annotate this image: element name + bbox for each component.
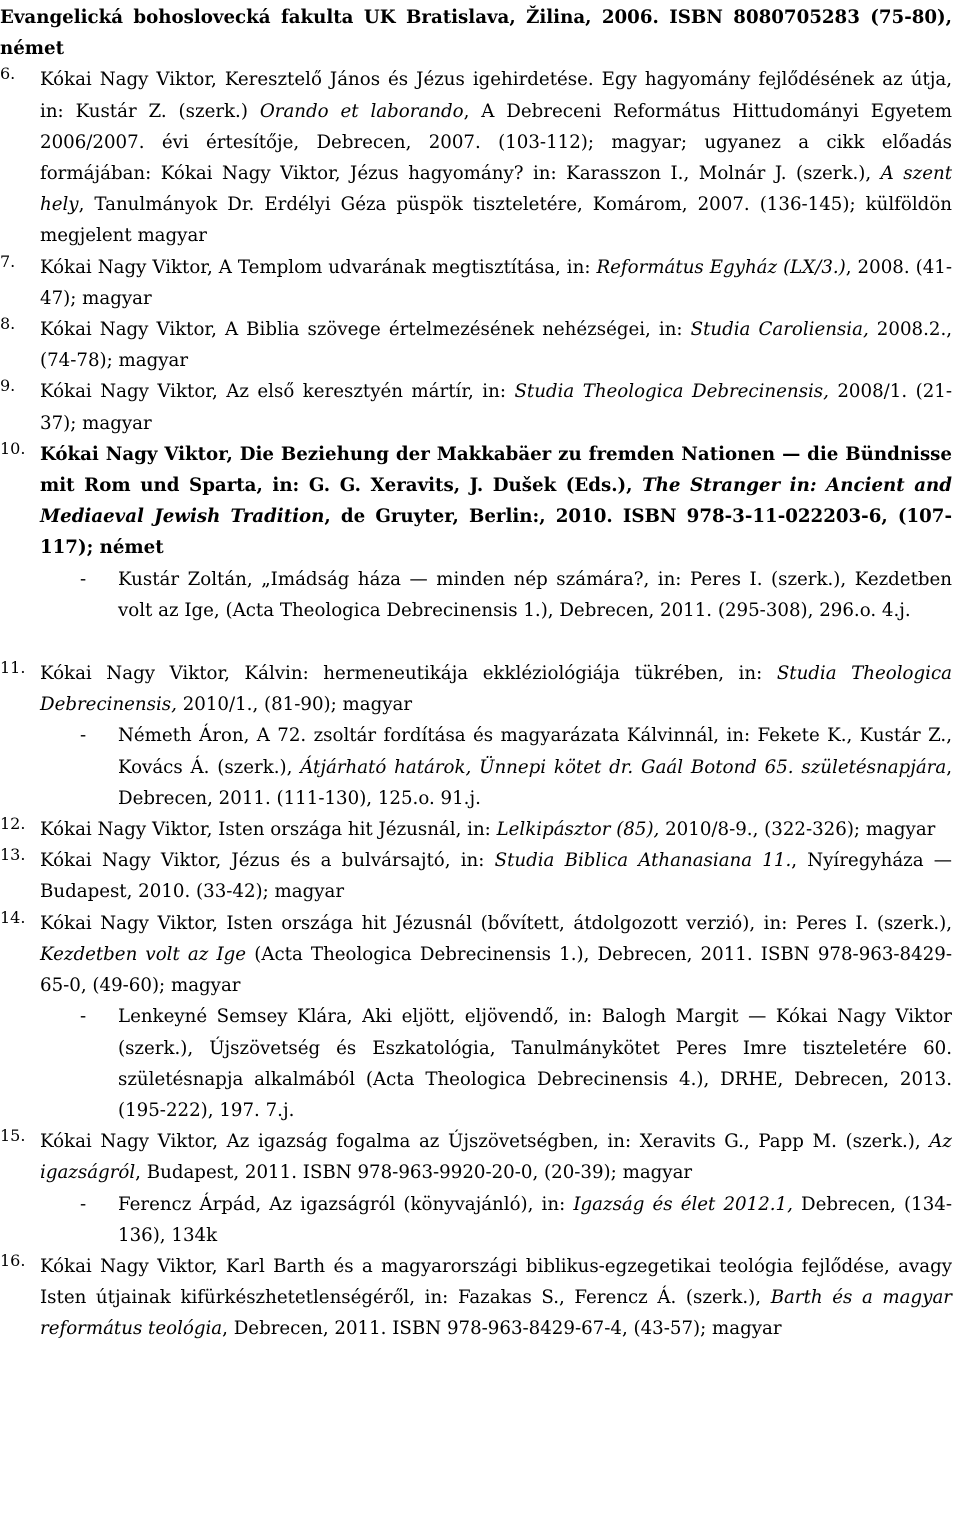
entry-text: (Acta Theologica Debrecinensis 1.), Debrecen, 2011. ISBN 978-963-8429-65-0, (49-60); magyar [40,943,952,997]
citation-dash: - [80,568,87,590]
entry-text: Kókai Nagy Viktor, Az első keresztyén mártír, in: [40,381,515,403]
entry-text: Kókai Nagy Viktor, Kálvin: hermeneutikája ekkléziológiája tükrében, in: [40,663,777,685]
entry-title: Studia Theologica Debrecinensis, [40,663,952,716]
entry-title: Studia Biblica Athanasiana 11. [494,850,792,872]
entry-number: 14. [0,907,26,927]
entry-number: 7. [0,251,16,271]
list-item [0,658,952,720]
entry-title: Az igazságról [40,1131,952,1184]
list-item [0,251,953,314]
entry-title: Kezdetben volt az Ige [40,943,247,965]
entry-number: 11. [0,658,26,678]
entry-text: Evangelická bohoslovecká fakulta UK Bratislava, Žilina, 2006. ISBN 8080705283 (75-80), német [0,7,952,60]
entry-title: Studia Caroliensia, [690,319,869,341]
entry-text: , Tanulmányok Dr. Erdélyi Géza püspök tiszteletére, Komárom, 2007. (136-145); külföldön megjelent magyar [40,194,952,247]
citation-item [80,564,952,626]
entry-text: , de Gruyter, Berlin:, 2010. ISBN 978-3-11-022203-6, (107-117); német [40,506,952,559]
citation-text: , Debrecen, 2011. (111-130), 125.o. 91.j. [118,756,953,809]
citation-item [80,1189,952,1251]
continued-entry [0,2,952,64]
list-item [0,1250,952,1345]
entry-text: Kókai Nagy Viktor, Isten országa hit Jézusnál, in: [40,819,497,841]
citation-text: Kustár Zoltán, „Imádság háza — minden nép számára?, in: Peres I. (szerk.), Kezdetben volt az Ige, (Acta Theologica Debrecinensis 1.), Debrecen, 2011. (295-308), 296.o. 4.j. [118,568,952,621]
citation-dash: - [80,1006,87,1028]
citation-text: Debrecen, (134-136), 134k [118,1193,952,1246]
entry-text: 2010/1., (81-90); magyar [176,694,413,716]
entry-title: Orando et laborando [259,100,464,122]
entry-title: Studia Theologica Debrecinensis, [514,381,829,403]
entry-text: Kókai Nagy Viktor, Isten országa hit Jézusnál (bővített, átdolgozott verzió), in: Peres I. (szerk.), [40,912,952,934]
entry-number: 9. [0,376,16,396]
entry-number: 16. [0,1250,26,1270]
entry-title: A szent hely [40,163,953,216]
entry-text: 2008/1. (21-37); magyar [40,381,952,434]
entry-text: Kókai Nagy Viktor, Jézus és a bulvársajtó, in: [40,850,495,872]
list-item [0,814,952,845]
entry-text: , Debrecen, 2011. ISBN 978-963-8429-67-4, (43-57); magyar [222,1318,782,1340]
entry-number: 15. [0,1126,26,1146]
entry-text: , A Debreceni Református Hittudományi Egyetem 2006/2007. évi értesítője, Debrecen, 2007. (103-112); magyar; ugyanez a cikk előadás formájában: Kókai Nagy Viktor, Jézus hagyomány? in: Karasszon I., Molnár J. (szerk.), [40,100,952,185]
entry-text: 2008.2., (74-78); magyar [40,319,953,372]
entry-title: Barth és a magyar református teológia [40,1287,952,1340]
list-item [0,907,952,1002]
citation-item [80,720,952,814]
entry-number: 10. [0,438,26,458]
entry-text: Kókai Nagy Viktor, A Biblia szövege értelmezésének nehézségei, in: [40,319,691,341]
entry-number: 6. [0,64,16,84]
entry-number: 12. [0,814,26,834]
entry-text: , 2008. (41-47); magyar [40,256,953,309]
citation-text: Németh Áron, A 72. zsoltár fordítása és magyarázata Kálvinnál, in: Fekete K., Kustár Z., Kovács Á. (szerk.), [118,725,952,778]
entry-text: , Budapest, 2011. ISBN 978-963-9920-20-0, (20-39); magyar [135,1162,693,1184]
entry-text: , Nyíregyháza — Budapest, 2010. (33-42); magyar [40,850,952,903]
entry-title: Lelkipásztor (85), [496,819,660,841]
citation-dash: - [80,725,87,747]
list-item [0,438,952,564]
citation-title: Igazság és élet 2012.1, [573,1193,793,1215]
entry-text: Kókai Nagy Viktor, Keresztelő János és Jézus igehirdetése. Egy hagyomány fejlődésének az útja, in: Kustár Z. (szerk.) [40,69,952,122]
entry-text: Kókai Nagy Viktor, Az igazság fogalma az Újszövetségben, in: Xeravits G., Papp M. (szerk.), [40,1131,930,1153]
list-item [0,1126,952,1188]
list-item [0,314,953,376]
entry-text: Kókai Nagy Viktor, Die Beziehung der Makkabäer zu fremden Nationen — die Bündnisse mit Rom und Sparta, in: G. G. Xeravits, J. Dušek (Eds.), [40,443,952,497]
entry-text: Kókai Nagy Viktor, Karl Barth és a magyarországi biblikus-egzegetikai teológia fejlődése, avagy Isten útjainak kifürkészhetetlenségéről, in: Fazakas S., Ferencz Á. (szerk.), [40,1255,952,1309]
citation-item [80,1001,952,1126]
list-item [0,845,952,907]
entry-text: Kókai Nagy Viktor, A Templom udvarának megtisztítása, in: [40,256,597,278]
list-item [0,376,952,438]
entry-title: The Stranger in: Ancient and Mediaeval Jewish Tradition [40,475,952,528]
entry-number: 13. [0,845,26,865]
entry-number: 8. [0,314,16,334]
entry-text: 2010/8-9., (322-326); magyar [659,819,936,841]
list-item [0,64,953,251]
citation-text: Lenkeyné Semsey Klára, Aki eljött, eljövendő, in: Balogh Margit — Kókai Nagy Viktor (szerk.), Újszövetség és Eszkatológia, Tanulmánykötet Peres Imre tiszteletére 60. születésnapja alkalmából (Acta Theologica Debrecinensis 4.), DRHE, Debrecen, 2013. (195-222), 197. 7.j. [118,1006,952,1121]
citation-text: Ferencz Árpád, Az igazságról (könyvajánló), in: [118,1193,574,1215]
citation-title: Átjárható határok, Ünnepi kötet dr. Gaál Botond 65. születésnapjára [300,756,947,778]
entry-title: Református Egyház (LX/3.) [596,256,846,278]
citation-dash: - [80,1193,87,1215]
